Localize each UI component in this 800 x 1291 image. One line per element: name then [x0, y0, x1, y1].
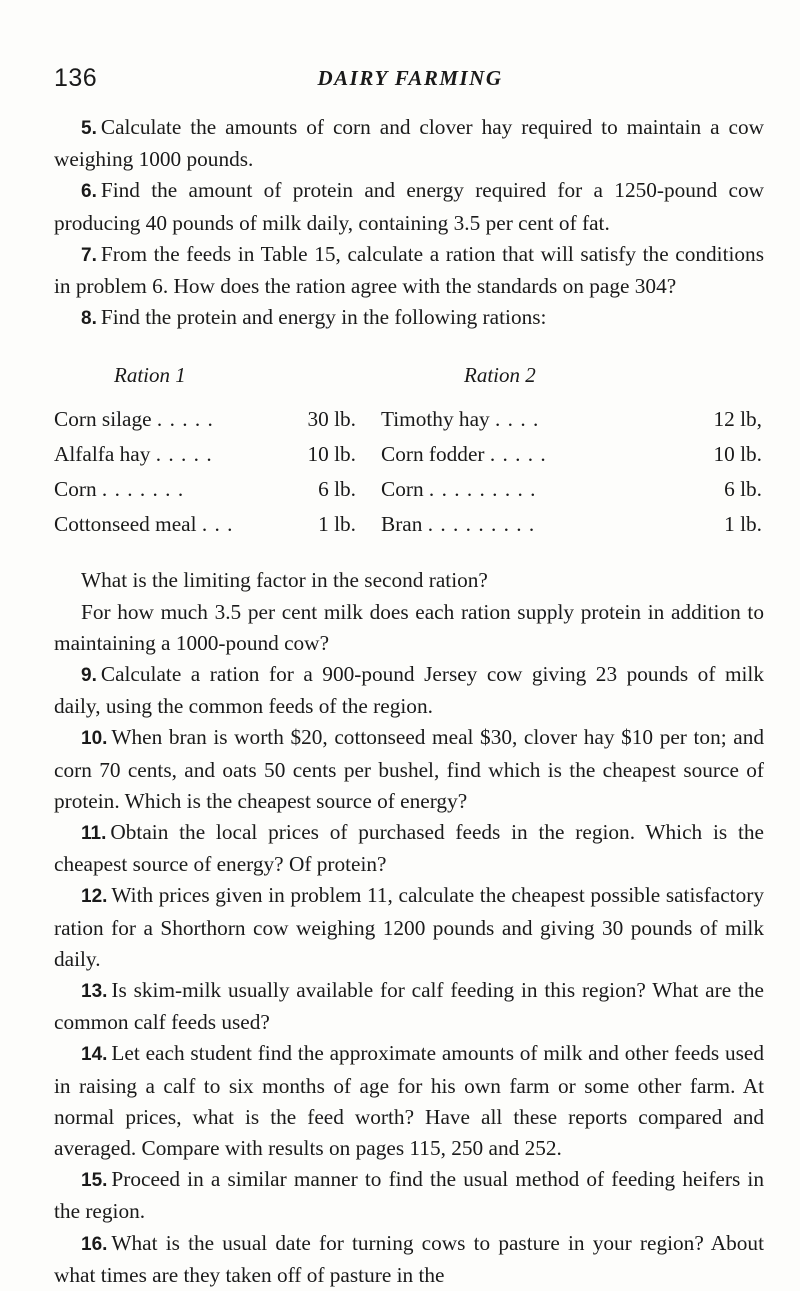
rations-table: [54, 360, 764, 545]
ration-2-heading: Ration 2: [464, 363, 536, 388]
ration-row: [54, 509, 764, 540]
ration-2-quantity: 12 lb,: [713, 407, 762, 432]
problem-number: 10.: [81, 728, 108, 750]
problem-number: 14.: [81, 1044, 108, 1066]
continuation-question: What is the limiting factor in the second ration?: [81, 568, 488, 593]
problem-text: Proceed in a similar manner to find the usual method of feeding heifers in the region.: [54, 1167, 764, 1224]
ration-row: [54, 474, 764, 505]
ration-row: [54, 404, 764, 435]
problem-5: [54, 112, 764, 175]
problem-10: [54, 722, 764, 817]
problem-text: Calculate a ration for a 900-pound Jersey cow giving 23 pounds of milk daily, using the common feeds of the region.: [54, 662, 764, 719]
ration-1-heading: Ration 1: [114, 363, 186, 388]
problem-9: [54, 659, 764, 722]
problem-text: Find the amount of protein and energy required for a 1250-pound cow producing 40 pounds of milk daily, containing 3.5 per cent of fat.: [54, 178, 764, 235]
continuation-question: For how much 3.5 per cent milk does each ration supply protein in addition to maintaining a 1000-pound cow?: [54, 599, 764, 655]
problem-number: 8.: [81, 308, 97, 330]
problem-number: 5.: [81, 118, 97, 139]
ration-1-feed: Alfalfa hay . . . . .: [54, 442, 213, 467]
problem-number: 6.: [81, 181, 97, 203]
problem-text: Calculate the amounts of corn and clover hay required to maintain a cow weighing 1000 pounds.: [54, 115, 764, 172]
ration-row: [54, 439, 764, 470]
ration-1-feed: Corn . . . . . . .: [54, 477, 185, 502]
problem-15: [54, 1164, 764, 1227]
ration-1-feed: Corn silage . . . . .: [54, 407, 214, 432]
problem-text: When bran is worth $20, cottonseed meal $30, clover hay $10 per ton; and corn 70 cents, and oats 50 cents per bushel, find which is the cheapest source of protein. Which is the cheapest source of energy?: [54, 725, 764, 813]
page-number: 136: [54, 64, 98, 92]
problem-text: Find the protein and energy in the following rations:: [100, 305, 547, 330]
ration-2-feed: Corn . . . . . . . . .: [381, 477, 537, 502]
problem-text: With prices given in problem 11, calculate the cheapest possible satisfactory ration for a Shorthorn cow weighing 1200 pounds and giving 30 pounds of milk daily.: [54, 883, 764, 971]
ration-1-feed: Cottonseed meal . . .: [54, 512, 234, 537]
problem-text: Let each student find the approximate amounts of milk and other feeds used in raising a calf to six months of age for his own farm or some other farm. At normal prices, what is the feed worth? Have all these reports compared and averaged. Compare with results on pages 115, 250 and 252.: [54, 1041, 764, 1161]
problem-16: [54, 1228, 764, 1291]
ration-2-quantity: 6 lb.: [724, 477, 762, 502]
problem-13: [54, 975, 764, 1038]
page-body: [54, 112, 764, 1291]
ration-1-quantity: 10 lb.: [307, 442, 356, 467]
ration-2-feed: Bran . . . . . . . . .: [381, 512, 536, 537]
problem-number: 16.: [81, 1233, 108, 1255]
problem-number: 7.: [81, 244, 97, 266]
running-head: DAIRY FARMING: [317, 66, 503, 90]
ration-2-feed: Corn fodder . . . . .: [381, 442, 547, 467]
problem-text: Is skim-milk usually available for calf feeding in this region? What are the common calf feeds used?: [54, 978, 764, 1035]
ration-1-quantity: 6 lb.: [318, 477, 356, 502]
problem-12: [54, 880, 764, 975]
problem-number: 13.: [81, 981, 108, 1003]
problem-14: [54, 1038, 764, 1164]
problem-text: From the feeds in Table 15, calculate a ration that will satisfy the conditions in problem 6. How does the ration agree with the standards on page 304?: [54, 241, 764, 299]
ration-2-quantity: 1 lb.: [724, 512, 762, 537]
problem-number: 9.: [81, 665, 97, 687]
problem-text: Obtain the local prices of purchased feeds in the region. Which is the cheapest source of energy? Of protein?: [54, 820, 764, 877]
problem-number: 12.: [81, 886, 108, 908]
ration-1-quantity: 30 lb.: [307, 407, 356, 432]
problem-text: What is the usual date for turning cows to pasture in your region? About what times are they taken off of pasture in the: [54, 1230, 764, 1287]
problem-7: [54, 239, 764, 302]
ration-1-quantity: 1 lb.: [318, 512, 356, 537]
page-header: [54, 64, 766, 94]
problem-8: [54, 302, 764, 334]
problem-11: [54, 817, 764, 880]
ration-2-quantity: 10 lb.: [713, 442, 762, 467]
ration-2-feed: Timothy hay . . . .: [381, 407, 540, 432]
problem-number: 11.: [81, 823, 107, 845]
problem-number: 15.: [81, 1170, 108, 1192]
problem-6: [54, 175, 764, 238]
